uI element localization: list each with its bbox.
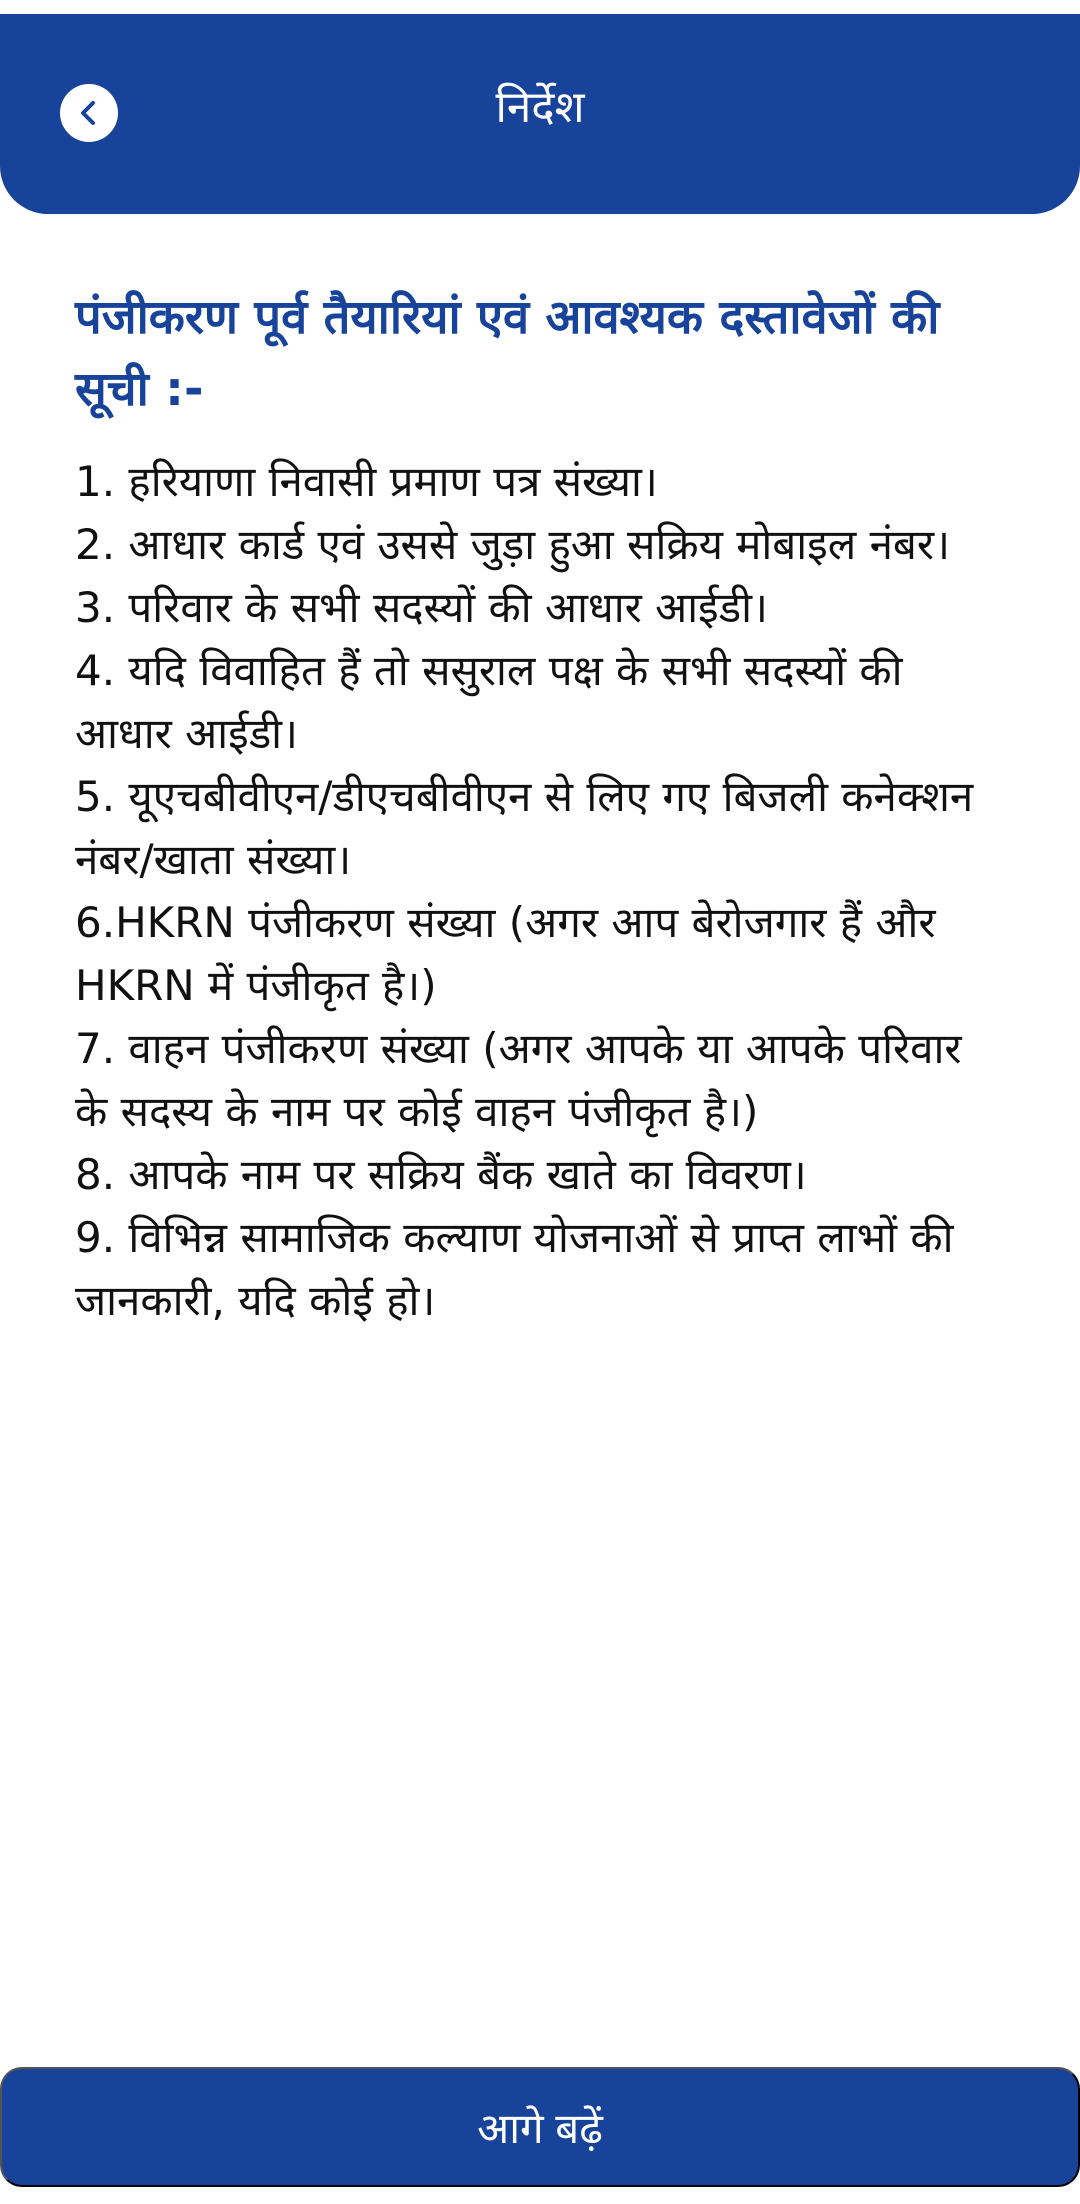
- instructions-content: [75, 282, 1005, 1332]
- status-bar: [0, 0, 1080, 14]
- list-item: 3. परिवार के सभी सदस्यों की आधार आईडी।: [75, 583, 768, 632]
- page-title: निर्देश: [495, 82, 585, 133]
- list-item: 4. यदि विवाहित हैं तो ससुराल पक्ष के सभी सदस्यों की आधार आईडी।: [75, 646, 903, 758]
- list-item: 8. आपके नाम पर सक्रिय बैंक खाते का विवरण।: [75, 1150, 807, 1199]
- proceed-button[interactable]: आगे बढ़ें: [0, 2067, 1080, 2187]
- app-header: [0, 14, 1080, 214]
- list-item: 5. यूएचबीवीएन/डीएचबीवीएन से लिए गए बिजली कनेक्शन नंबर/खाता संख्या।: [75, 772, 974, 884]
- list-item: 2. आधार कार्ड एवं उससे जुड़ा हुआ सक्रिय मोबाइल नंबर।: [75, 520, 950, 569]
- list-item: 6.HKRN पंजीकरण संख्या (अगर आप बेरोजगार हैं और HKRN में पंजीकृत है।): [75, 898, 936, 1010]
- section-heading: पंजीकरण पूर्व तैयारियां एवं आवश्यक दस्तावेजों की सूची :-: [75, 290, 940, 417]
- list-item: 1. हरियाणा निवासी प्रमाण पत्र संख्या।: [75, 457, 658, 506]
- list-item: 7. वाहन पंजीकरण संख्या (अगर आपके या आपके परिवार के सदस्य के नाम पर कोई वाहन पंजीकृत है।): [75, 1024, 962, 1136]
- document-list: [75, 450, 1005, 1332]
- list-item: 9. विभिन्न सामाजिक कल्याण योजनाओं से प्राप्त लाभों की जानकारी, यदि कोई हो।: [75, 1213, 954, 1325]
